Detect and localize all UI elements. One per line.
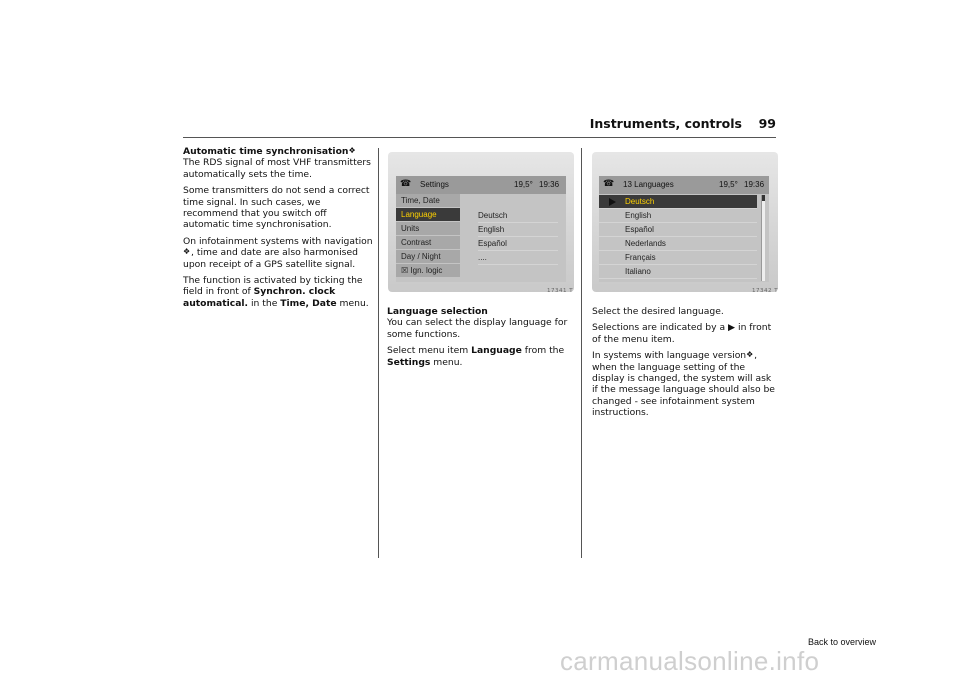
column-time-sync — [183, 146, 373, 314]
figure-code: 17341 T — [547, 288, 574, 294]
page-header — [183, 116, 776, 138]
menu-item-selected[interactable]: Language — [396, 208, 460, 222]
language-item[interactable]: Español — [599, 223, 757, 237]
menu-item[interactable]: Time, Date — [396, 194, 460, 208]
paragraph-select-desired: Select the desired language. — [592, 306, 724, 317]
language-option[interactable]: Deutsch — [478, 209, 558, 223]
scrollbar[interactable] — [761, 195, 765, 281]
menu-item[interactable]: Contrast — [396, 236, 460, 250]
heading-auto-time-sync: Automatic time synchronisation — [183, 146, 349, 157]
display-title: Settings — [420, 180, 449, 189]
paragraph-activate-part1: The function is activated by ticking the field in front of — [183, 275, 363, 298]
paragraph-select-language: You can select the display language for some functions. — [387, 317, 568, 340]
paragraph-transmitters: Some transmitters do not send a correct time signal. In such cases, we recommend that you switch off automatic time synchronisation. — [183, 185, 370, 231]
phone-icon: ☎ — [603, 178, 615, 188]
paragraph-activate-part3: menu. — [336, 297, 369, 309]
paragraph-version-part1: In systems with language version — [592, 350, 747, 362]
menu-item-synchron-clock: Synchron. clock automatical. — [183, 286, 336, 309]
language-option[interactable]: Español — [478, 237, 558, 251]
display-clock: 19:36 — [539, 180, 560, 189]
menu-item[interactable]: Units — [396, 222, 460, 236]
menu-item[interactable]: Day / Night — [396, 250, 460, 264]
scrollbar-thumb[interactable] — [762, 195, 765, 201]
language-option[interactable]: .... — [478, 251, 558, 265]
menu-item-language: Language — [471, 345, 522, 357]
menu-item-settings: Settings — [387, 356, 431, 368]
navigation-symbol-icon — [348, 147, 356, 155]
selection-arrow-icon — [609, 198, 616, 206]
paragraph-gps-part1: On infotainment systems with navigation — [183, 235, 373, 247]
paragraph-activate-part2: in the — [248, 297, 281, 309]
paragraph-menu-part2: from the — [521, 345, 565, 357]
column-divider-right — [581, 148, 582, 558]
column-language-selection — [387, 306, 577, 373]
language-item[interactable]: Nederlands — [599, 237, 757, 251]
column-select-instructions — [592, 306, 778, 424]
language-item[interactable]: Français — [599, 251, 757, 265]
display-temperature: 19,5° — [719, 180, 738, 189]
figure-code: 17342 T — [752, 288, 779, 294]
back-to-overview-link[interactable]: Back to overview — [808, 637, 877, 647]
paragraph-indicator-part1: Selections are indicated by a — [592, 322, 729, 334]
language-version-symbol-icon — [746, 351, 754, 359]
language-item[interactable]: English — [599, 209, 757, 223]
display-temperature: 19,5° — [514, 180, 533, 189]
header-divider — [183, 137, 776, 138]
phone-icon: ☎ — [400, 178, 412, 188]
language-option[interactable]: English — [478, 223, 558, 237]
paragraph-rds: The RDS signal of most VHF transmitters automatically sets the time. — [183, 157, 371, 180]
navigation-symbol-icon — [183, 248, 191, 256]
column-divider-left — [378, 148, 379, 558]
page-number: 99 — [758, 116, 776, 131]
paragraph-gps-part2: , time and date are also harmonised upon receipt of a GPS satellite signal. — [183, 247, 358, 270]
language-list — [599, 195, 757, 279]
triangle-arrow-icon: ▶ — [728, 322, 736, 334]
menu-item[interactable]: ☒ Ign. logic — [396, 264, 460, 278]
display-status-bar — [599, 176, 769, 194]
settings-display — [396, 176, 566, 282]
language-item[interactable]: Italiano — [599, 265, 757, 279]
language-item-selected[interactable]: Deutsch — [599, 195, 757, 209]
display-status-bar — [396, 176, 566, 194]
menu-item-time-date: Time, Date — [280, 297, 337, 309]
site-watermark: carmanualsonline.info — [560, 646, 820, 676]
heading-language-selection: Language selection — [387, 306, 488, 317]
paragraph-indicator-part2: in front of the menu item. — [592, 322, 772, 345]
section-title: Instruments, controls — [589, 116, 742, 131]
paragraph-version-part2: , when the language setting of the display is changed, the system will ask if the message language should also be changed - see infotainment system instructions. — [592, 350, 775, 419]
paragraph-menu-part1: Select menu item — [387, 345, 472, 357]
language-options — [478, 209, 558, 265]
paragraph-menu-part3: menu. — [430, 356, 463, 368]
languages-display — [599, 176, 769, 282]
display-clock: 19:36 — [744, 180, 765, 189]
settings-menu — [396, 194, 460, 278]
display-title: 13 Languages — [623, 180, 674, 189]
